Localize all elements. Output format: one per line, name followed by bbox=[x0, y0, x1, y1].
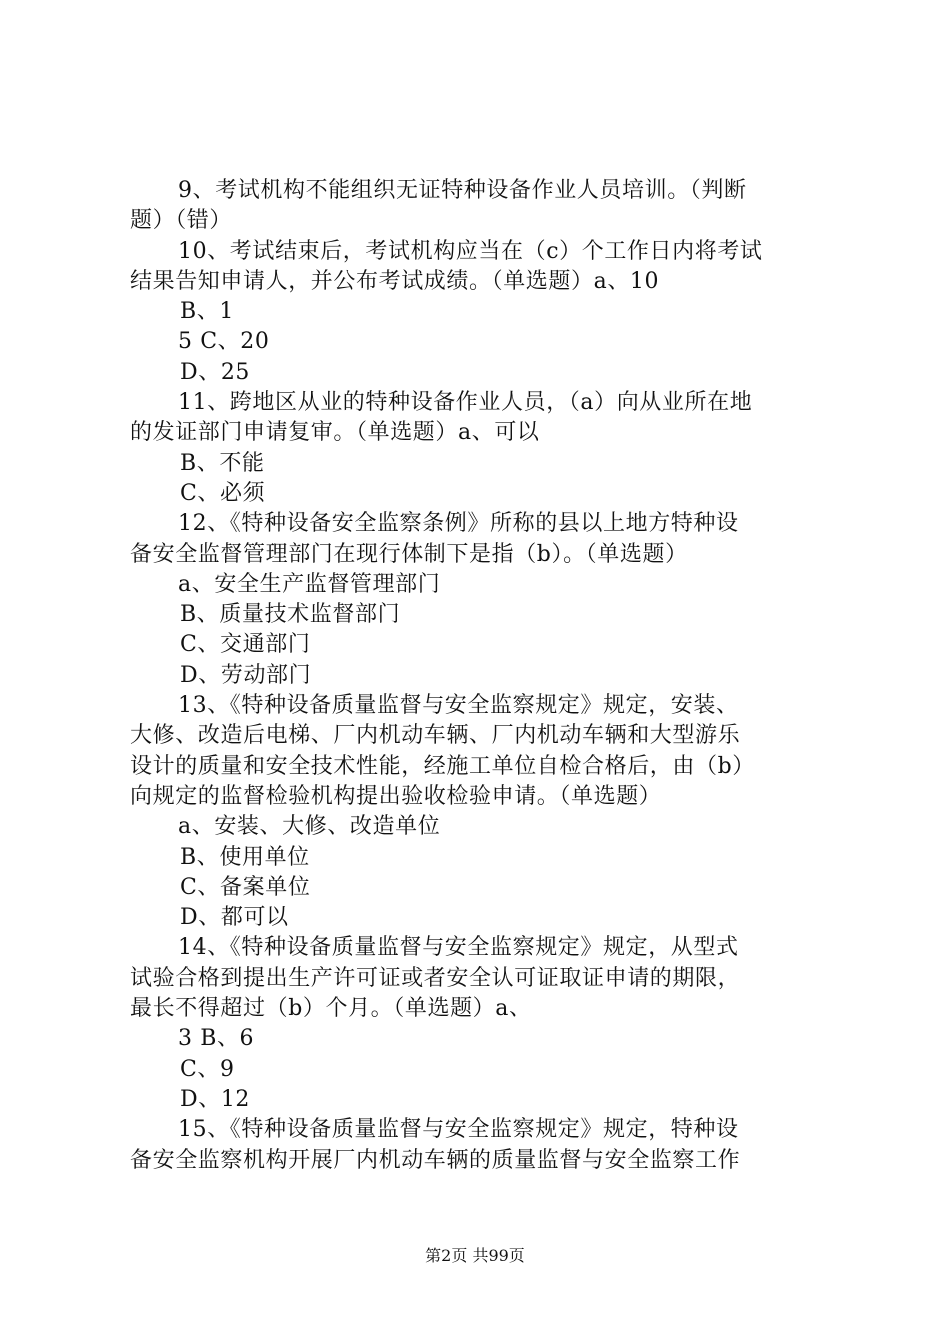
text-line: 12、《特种设备安全监察条例》所称的县以上地方特种设 bbox=[178, 511, 739, 537]
text-line: 试验合格到提出生产许可证或者安全认可证取证申请的期限， bbox=[130, 965, 741, 991]
document-body bbox=[130, 176, 835, 1176]
text-line: B、1 bbox=[180, 299, 234, 325]
text-line: 结果告知申请人，并公布考试成绩。（单选题）a、10 bbox=[130, 268, 660, 294]
text-line: 的发证部门申请复审。（单选题）a、可以 bbox=[130, 420, 540, 446]
text-line: D、25 bbox=[180, 359, 251, 385]
text-line: 向规定的监督检验机构提出验收检验申请。（单选题） bbox=[130, 783, 662, 809]
text-line: D、都可以 bbox=[180, 905, 289, 931]
text-line: 14、《特种设备质量监督与安全监察规定》规定，从型式 bbox=[178, 935, 739, 961]
text-line: a、安装、大修、改造单位 bbox=[178, 814, 441, 840]
text-line: B、不能 bbox=[180, 450, 265, 476]
text-line: 备安全监察机构开展厂内机动车辆的质量监督与安全监察工作 bbox=[130, 1147, 741, 1173]
text-line: 11、跨地区从业的特种设备作业人员，（a）向从业所在地 bbox=[178, 390, 753, 416]
text-line: B、质量技术监督部门 bbox=[180, 602, 401, 628]
text-line: C、备案单位 bbox=[180, 874, 311, 900]
page-number-footer: 第2页 共99页 bbox=[425, 1246, 525, 1265]
text-line: 大修、改造后电梯、厂内机动车辆、厂内机动车辆和大型游乐 bbox=[130, 723, 741, 749]
text-line: 5 C、20 bbox=[178, 329, 270, 355]
text-line: a、安全生产监督管理部门 bbox=[178, 571, 441, 597]
text-line: C、交通部门 bbox=[180, 632, 311, 658]
text-line: C、必须 bbox=[180, 480, 266, 506]
text-line: 3 B、6 bbox=[178, 1026, 255, 1052]
text-line: D、劳动部门 bbox=[180, 662, 312, 688]
text-line: 备安全监督管理部门在现行体制下是指（b）。（单选题） bbox=[130, 541, 688, 567]
text-line: B、使用单位 bbox=[180, 844, 310, 870]
text-line: C、9 bbox=[180, 1056, 235, 1082]
text-line: 设计的质量和安全技术性能，经施工单位自检合格后，由（b） bbox=[130, 753, 755, 779]
text-line: D、12 bbox=[180, 1086, 251, 1112]
text-line: 最长不得超过（b）个月。（单选题）a、 bbox=[130, 996, 532, 1022]
text-line: 9、考试机构不能组织无证特种设备作业人员培训。（判断 bbox=[178, 178, 747, 203]
text-line: 15、《特种设备质量监督与安全监察规定》规定，特种设 bbox=[178, 1117, 739, 1143]
text-line: 10、考试结束后，考试机构应当在（c）个工作日内将考试 bbox=[178, 238, 763, 264]
text-line: 题）（错） bbox=[130, 208, 233, 234]
text-line: 13、《特种设备质量监督与安全监察规定》规定，安装、 bbox=[178, 693, 739, 719]
